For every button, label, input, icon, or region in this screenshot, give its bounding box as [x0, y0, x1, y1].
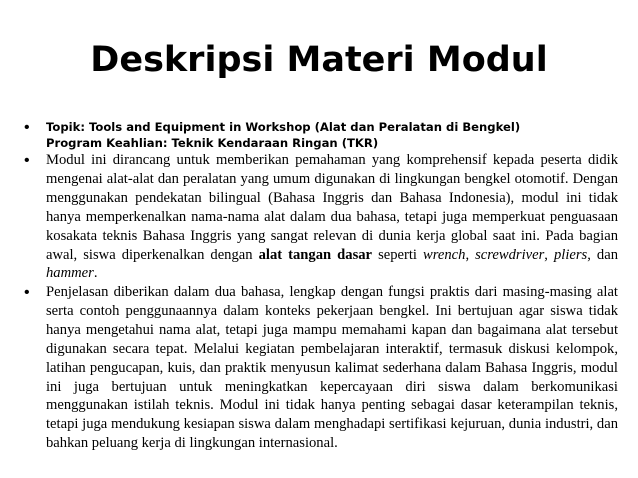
topic-line: Topik: Tools and Equipment in Workshop (Alat dan Peralatan di Bengkel) — [46, 120, 521, 134]
sentence-end: . — [93, 265, 98, 282]
program-line: Program Keahlian: Teknik Kendaraan Ringan (TKR) — [46, 136, 379, 150]
bullet-explanation — [24, 283, 618, 453]
bullet-marker: • — [24, 284, 30, 301]
bullet-marker: • — [24, 152, 30, 169]
separator: , — [544, 246, 554, 263]
description-text: seperti — [372, 246, 424, 263]
description-text: Modul ini dirancang untuk memberikan pemahaman yang komprehensif kepada peserta didik mengenai alat-alat dan peralatan yang umum digunakan di lingkungan bengkel otomotif. Dengan menggunakan pendekatan bilingual (Bahasa Inggris dan Bahasa Indonesia), modul ini tidak hanya memperkenalkan nama-nama alat dalam dua bahasa, tetapi juga memperkuat penguasaan kosakata teknis Bahasa Inggris yang sangat relevan di dunia kerja global saat ini. Pada bagian awal, siswa diperkenalkan dengan — [46, 152, 618, 263]
tool-term: pliers — [553, 246, 588, 263]
slide-title: Deskripsi Materi Modul — [90, 40, 548, 80]
separator: , dan — [587, 246, 618, 263]
tool-term: screwdriver — [475, 246, 545, 263]
bold-term: alat tangan dasar — [258, 246, 373, 263]
explanation-paragraph: Penjelasan diberikan dalam dua bahasa, lengkap dengan fungsi praktis dari masing-masing alat serta contoh penggunaannya dalam konteks pekerjaan bengkel. Ini bertujuan agar siswa tidak hanya mengetahui nama alat, tetapi juga mampu memahami kapan dan bagaimana alat tersebut digunakan secara tepat. Melalui kegiatan pembelajaran interaktif, termasuk diskusi kelompok, latihan pengucapan, kuis, dan praktik menyusun kalimat sederhana dalam Bahasa Inggris, modul ini juga bertujuan untuk meningkatkan kepercayaan diri siswa dalam berkomunikasi menggunakan istilah teknis. Modul ini tidak hanya penting sebagai dasar keterampilan teknis, tetapi juga mendukung kesiapan siswa dalam menghadapi sertifikasi kejuruan, dunia industri, dan bahkan peluang kerja di lingkungan internasional. — [46, 284, 618, 452]
separator: , — [465, 246, 476, 263]
description-paragraph — [46, 151, 618, 283]
topic-text — [46, 119, 618, 151]
bullet-marker: • — [24, 119, 30, 136]
tool-term: hammer — [46, 265, 94, 282]
bullet-description — [24, 151, 618, 283]
bullet-topic — [24, 119, 618, 151]
tool-term: wrench — [423, 246, 466, 263]
